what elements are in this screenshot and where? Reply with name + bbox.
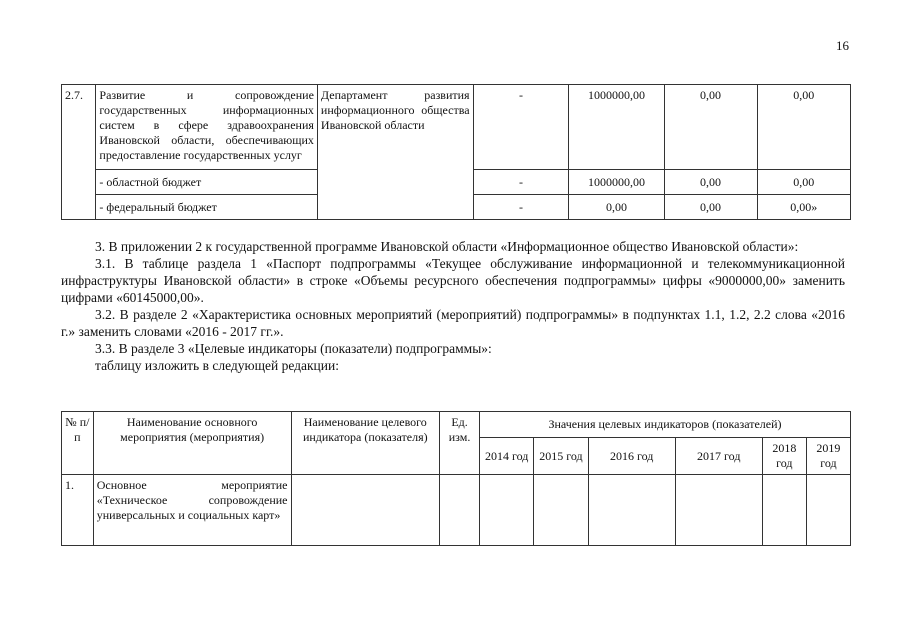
value-cell: 1000000,00	[569, 170, 664, 195]
paragraph: 3.1. В таблице раздела 1 «Паспорт подпрограммы «Текущее обслуживание информационной и телекоммуникационной инфраструктуры Ивановской области» в строке «Объемы ресурсного обеспечения подпрограммы» цифры «9000000,00» заменить цифрами «60145000,00».	[61, 256, 845, 305]
value-cell	[806, 475, 850, 546]
value-cell: 0,00	[664, 195, 757, 220]
value-cell	[675, 475, 762, 546]
paragraph: таблицу изложить в следующей редакции:	[95, 358, 339, 373]
row-number: 2.7.	[62, 85, 96, 220]
year-header: 2017 год	[675, 438, 762, 475]
paragraph: 3. В приложении 2 к государственной программе Ивановской области «Информационное общество Ивановской области»:	[95, 239, 799, 254]
event-name: Основное мероприятие «Техническое сопровождение универсальных и социальных карт»	[93, 475, 291, 546]
year-header: 2019 год	[806, 438, 850, 475]
budget-label: - областной бюджет	[96, 170, 318, 195]
indicator-cell	[291, 475, 440, 546]
value-cell: -	[473, 195, 569, 220]
header-unit: Ед. изм.	[440, 412, 480, 475]
year-header: 2016 год	[588, 438, 675, 475]
value-cell: 0,00	[569, 195, 664, 220]
department-name: Департамент развития информационного общества Ивановской области	[317, 85, 473, 220]
funding-table	[61, 84, 851, 220]
year-header: 2018 год	[762, 438, 806, 475]
header-values: Значения целевых индикаторов (показателей)	[480, 412, 851, 438]
value-cell	[480, 475, 534, 546]
budget-label: - федеральный бюджет	[96, 195, 318, 220]
year-header: 2015 год	[534, 438, 588, 475]
body-text	[61, 238, 845, 374]
event-name: Развитие и сопровождение государственных информационных систем в сфере здравоохранения Ивановской области, обеспечивающих предоставление государственных услуг	[96, 85, 318, 170]
value-cell: 1000000,00	[569, 85, 664, 170]
unit-cell	[440, 475, 480, 546]
header-number: № п/п	[62, 412, 94, 475]
value-cell: 0,00	[664, 170, 757, 195]
row-number: 1.	[62, 475, 94, 546]
value-cell: -	[473, 170, 569, 195]
paragraph: 3.2. В разделе 2 «Характеристика основных мероприятий (мероприятий) подпрограммы» в подпунктах 1.1, 1.2, 2.2 слова «2016 г.» заменить словами «2016 - 2017 гг.».	[61, 307, 845, 339]
table-row	[62, 85, 851, 170]
value-cell: -	[473, 85, 569, 170]
paragraph: 3.3. В разделе 3 «Целевые индикаторы (показатели) подпрограммы»:	[95, 341, 492, 356]
value-cell: 0,00»	[757, 195, 850, 220]
header-indicator: Наименование целевого индикатора (показателя)	[291, 412, 440, 475]
value-cell: 0,00	[664, 85, 757, 170]
year-header: 2014 год	[480, 438, 534, 475]
value-cell	[588, 475, 675, 546]
value-cell	[534, 475, 588, 546]
table-row	[62, 475, 851, 546]
page-number: 16	[836, 38, 849, 53]
table-header-row	[62, 412, 851, 438]
header-event: Наименование основного мероприятия (мероприятия)	[93, 412, 291, 475]
value-cell	[762, 475, 806, 546]
value-cell: 0,00	[757, 85, 850, 170]
indicators-table	[61, 411, 851, 546]
value-cell: 0,00	[757, 170, 850, 195]
